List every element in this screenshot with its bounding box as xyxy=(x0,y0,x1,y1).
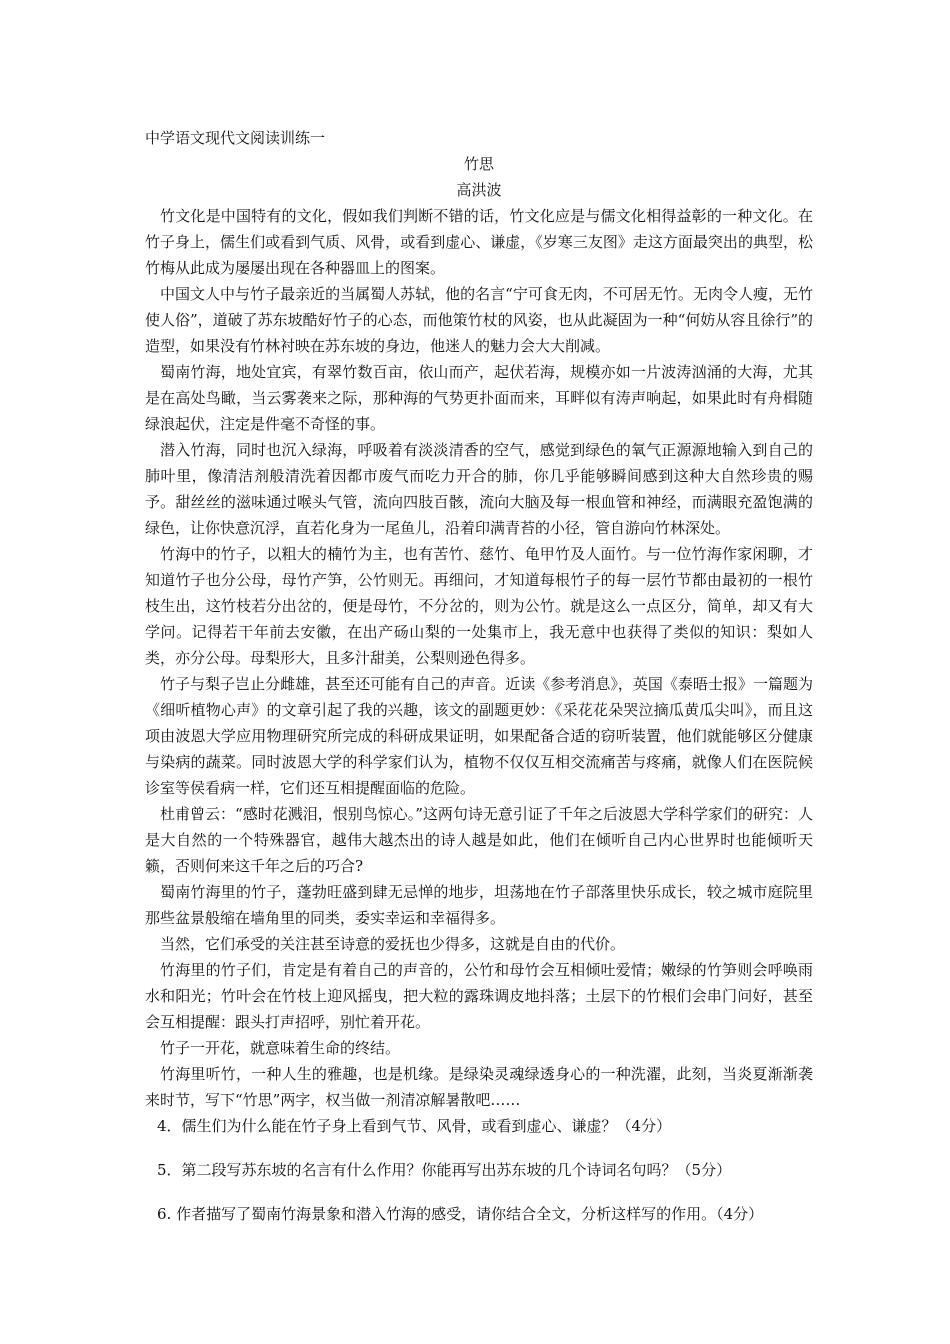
paragraph-8: 蜀南竹海里的竹子，蓬勃旺盛到肆无忌惮的地步，坦荡地在竹子部落里快乐成长，较之城市庭院里那些盆景般缩在墙角里的同类，委实幸运和幸福得多。 xyxy=(145,883,813,927)
paragraph-2: 中国文人中与竹子最亲近的当属蜀人苏轼，他的名言“宁可食无肉，不可居无竹。无肉令人瘦，无竹使人俗”，道破了苏东坡酷好竹子的心态，而他策竹杖的风姿，也从此凝固为一种“何妨从容且徐行”的造型，如果没有竹林衬映在苏东坡的身边，他迷人的魅力会大大削减。 xyxy=(145,285,814,355)
question-4: 4．儒生们为什么能在竹子身上看到气节、风骨，或看到虚心、谦虚？（4分） xyxy=(157,1117,672,1135)
question-5: 5．第二段写苏东坡的名言有什么作用？你能再写出苏东坡的几个诗词名句吗？（5分） xyxy=(157,1161,732,1179)
paragraph-6: 竹子与梨子岂止分雌雄，甚至还可能有自己的声音。近读《参考消息》，英国《泰晤士报》一篇题为《细听植物心声》的文章引起了我的兴趣，该文的副题更妙：《采花花朵哭泣摘瓜黄瓜尖叫》，而且这项由波恩大学应用物理研究所完成的科研成果证明，如果配备合适的窃听装置，他们就能够区分健康与染病的蔬菜。同时波恩大学的科学家们认为，植物不仅仅互相交流痛苦与疼痛，就像人们在医院候诊室等侯看病一样，它们还互相提醒面临的危险。 xyxy=(145,675,813,797)
paragraph-1: 竹文化是中国特有的文化，假如我们判断不错的话，竹文化应是与儒文化相得益彰的一种文化。在竹子身上，儒生们或看到气质、风骨，或看到虚心、谦虚，《岁寒三友图》走这方面最突出的典型，松竹梅从此成为屡屡出现在各种器皿上的图案。 xyxy=(145,207,813,277)
article-title: 竹思 xyxy=(463,155,494,173)
paragraph-11: 竹子一开花，就意味着生命的终结。 xyxy=(160,1039,401,1057)
paragraph-4: 潜入竹海，同时也沉入绿海，呼吸着有淡淡清香的空气，感觉到绿色的氧气正源源地输入到自己的肺叶里，像清洁剂般清洗着因都市废气而吃力开合的肺，你几乎能够瞬间感到这种大自然珍贵的赐予。甜丝丝的滋味通过喉头气管，流向四肢百骸，流向大脑及每一根血管和神经，而满眼充盈饱满的绿色，让你快意沉浮，直若化身为一尾鱼儿，沿着印满青苔的小径，管自游向竹林深处。 xyxy=(145,441,813,537)
paragraph-10: 竹海里的竹子们，肯定是有着自己的声音的，公竹和母竹会互相倾吐爱情；嫩绿的竹笋则会呼唤雨水和阳光；竹叶会在竹枝上迎风摇曳，把大粒的露珠调皮地抖落；土层下的竹根们会串门问好，甚至会互相提醒：跟头打声招呼，别忙着开花。 xyxy=(145,961,813,1031)
question-6: 6. 作者描写了蜀南竹海景象和潜入竹海的感受，请你结合全文，分析这样写的作用。（4分） xyxy=(157,1205,764,1223)
paragraph-5: 竹海中的竹子，以粗大的楠竹为主，也有苦竹、慈竹、龟甲竹及人面竹。与一位竹海作家闲聊，才知道竹子也分公母，母竹产笋，公竹则无。再细问，才知道每根竹子的每一层竹节都由最初的一根竹枝生出，这竹枝若分出岔的，便是母竹，不分岔的，则为公竹。就是这么一点区分，简单，却又有大学问。记得若干年前去安徽，在出产砀山梨的一处集市上，我无意中也获得了类似的知识：梨如人类，亦分公母。母梨形大，且多汁甜美，公梨则逊色得多。 xyxy=(145,545,813,667)
paragraph-12: 竹海里听竹，一种人生的雅趣，也是机缘。是绿染灵魂绿透身心的一种洗濯，此刻，当炎夏渐渐袭来时节，写下“竹思”两字，权当做一剂清凉解暑散吧…… xyxy=(145,1065,813,1109)
document-heading: 中学语文现代文阅读训练一 xyxy=(145,129,326,147)
article-author: 高洪波 xyxy=(456,181,502,199)
paragraph-3: 蜀南竹海，地处宜宾，有翠竹数百亩，依山而产，起伏若海，规模亦如一片波涛汹涌的大海，尤其是在高处鸟瞰，当云雾袭来之际，那种海的气势更扑面而来，耳畔似有涛声响起，如果此时有舟楫随绿浪起伏，注定是件毫不奇怪的事。 xyxy=(145,363,813,433)
document-page xyxy=(145,117,813,1227)
paragraph-7: 杜甫曾云：“感时花溅泪，恨别鸟惊心。”这两句诗无意引证了千年之后波恩大学科学家们的研究：人是大自然的一个特殊器官，越伟大越杰出的诗人越是如此，他们在倾听自己内心世界时也能倾听天籁，否则何来这千年之后的巧合? xyxy=(145,805,813,875)
paragraph-9: 当然，它们承受的关注甚至诗意的爱抚也少得多，这就是自由的代价。 xyxy=(160,935,626,953)
